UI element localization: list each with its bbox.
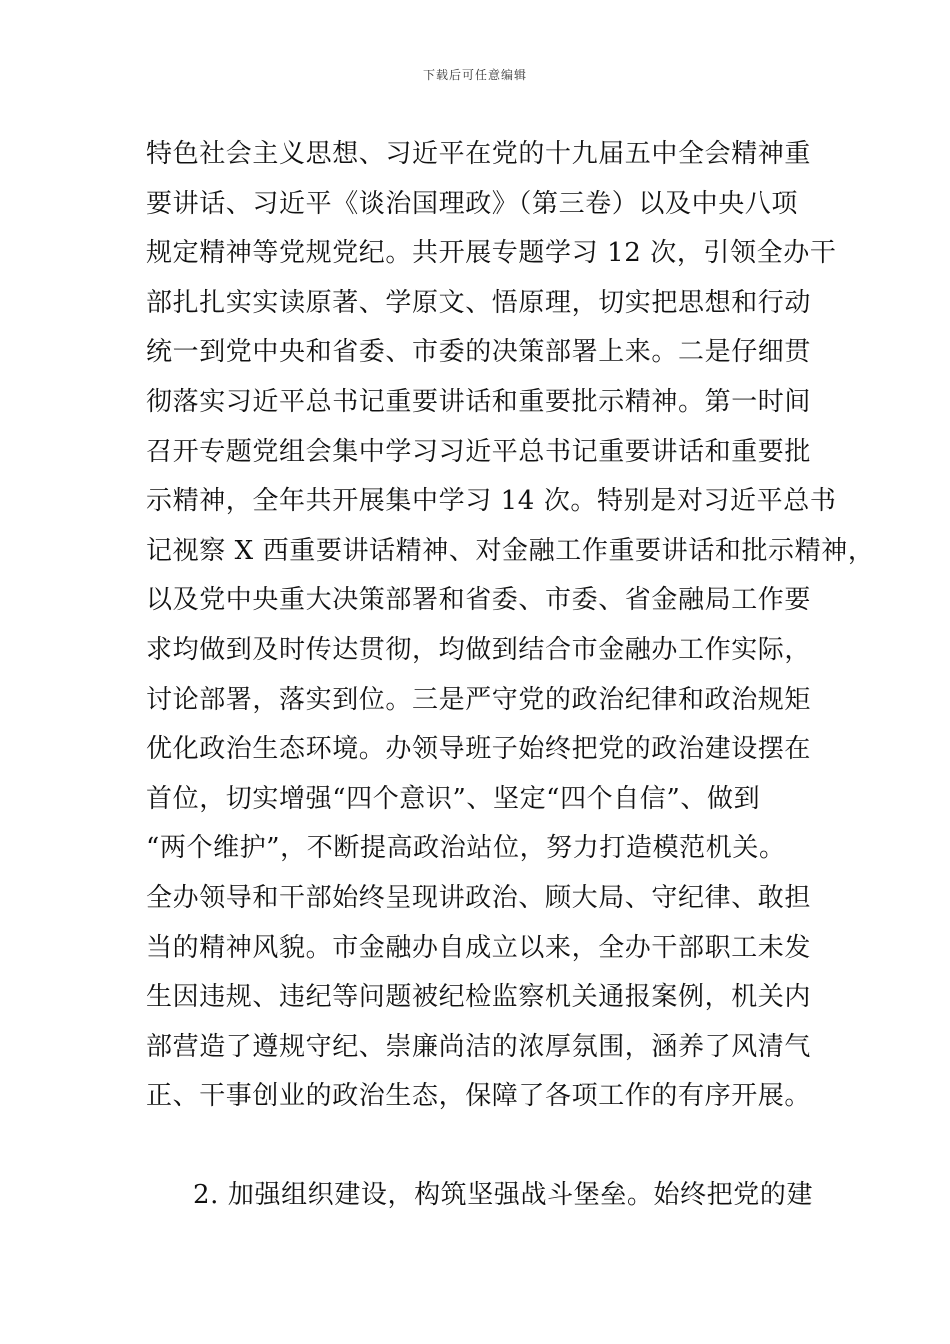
- text-line: 部营造了遵规守纪、崇廉尚洁的浓厚氛围，涵养了风清气: [146, 1031, 812, 1062]
- text-line: 规定精神等党规党纪。共开展专题学习 12 次，引领全办干: [146, 238, 837, 269]
- text-line: 要讲话、习近平《谈治国理政》（第三卷）以及中央八项: [146, 188, 799, 219]
- text-line: 统一到党中央和省委、市委的决策部署上来。二是仔细贯: [146, 337, 812, 368]
- text-line: 生因违规、违纪等问题被纪检监察机关通报案例，机关内: [146, 982, 812, 1013]
- text-line: 以及党中央重大决策部署和省委、市委、省金融局工作要: [146, 585, 812, 616]
- text-line: 正、干事创业的政治生态，保障了各项工作的有序开展。: [146, 1081, 812, 1112]
- page-header-note: 下载后可任意编辑: [422, 68, 527, 82]
- text-line: 特色社会主义思想、习近平在党的十九届五中全会精神重: [146, 139, 812, 169]
- paragraph-1: [146, 130, 875, 1122]
- text-line: 首位，切实增强“四个意识”、坚定“四个自信”、做到: [146, 783, 761, 814]
- paragraph-2: [193, 1171, 833, 1221]
- text-line: “两个维护”，不断提高政治站位，努力打造模范机关。: [146, 833, 786, 864]
- text-line: 求均做到及时传达贯彻，均做到结合市金融办工作实际，: [146, 634, 812, 665]
- paragraph-2-first-line: 2. 加强组织建设，构筑坚强战斗堡垒。始终把党的建: [193, 1180, 814, 1210]
- text-line: 当的精神风貌。市金融办自成立以来，全办干部职工未发: [146, 932, 812, 963]
- text-line: 记视察 X 西重要讲话精神、对金融工作重要讲话和批示精神，: [146, 535, 875, 566]
- text-line: 部扎扎实实读原著、学原文、悟原理，切实把思想和行动: [146, 287, 812, 318]
- text-line: 全办领导和干部始终呈现讲政治、顾大局、守纪律、敢担: [146, 882, 812, 913]
- text-line: 优化政治生态环境。办领导班子始终把党的政治建设摆在: [146, 734, 812, 765]
- text-line: 讨论部署，落实到位。三是严守党的政治纪律和政治规矩: [146, 684, 812, 715]
- text-line: 彻落实习近平总书记重要讲话和重要批示精神。第一时间: [146, 386, 812, 417]
- text-line: 召开专题党组会集中学习习近平总书记重要讲话和重要批: [146, 436, 812, 467]
- text-line: 示精神，全年共开展集中学习 14 次。特别是对习近平总书: [146, 486, 837, 517]
